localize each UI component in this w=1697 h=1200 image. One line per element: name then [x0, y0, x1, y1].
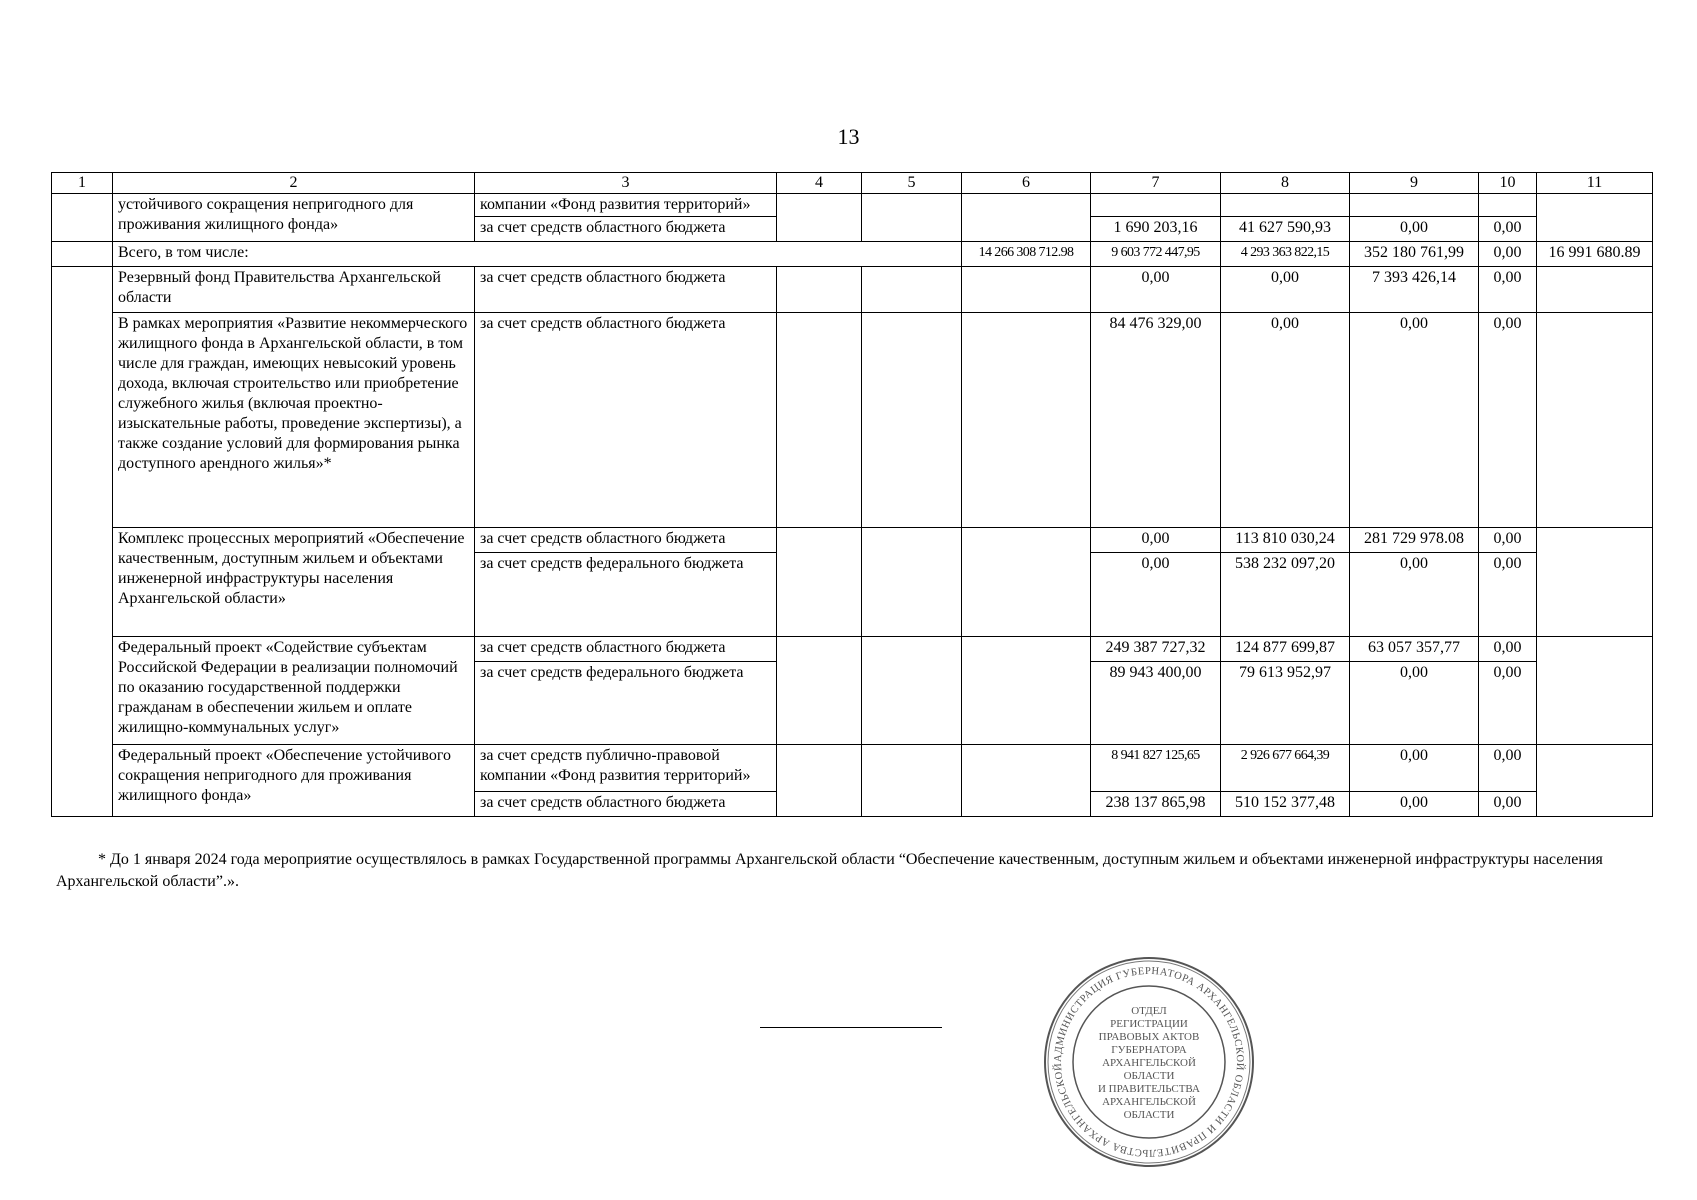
amount-cell: 0,00 — [1479, 267, 1537, 313]
amount-cell: 63 057 357,77 — [1350, 637, 1479, 662]
amount-cell: 0,00 — [1479, 528, 1537, 553]
table-cell — [1350, 194, 1479, 217]
page-number: 13 — [837, 124, 860, 149]
amount-cell: 0,00 — [1350, 217, 1479, 242]
stamp-inner-line: РЕГИСТРАЦИИ — [1110, 1018, 1188, 1030]
program-name-cell: Резервный фонд Правительства Архангельской области — [113, 267, 475, 313]
stamp-inner-line: АРХАНГЕЛЬСКОЙ — [1102, 1057, 1196, 1069]
column-header: 6 — [962, 173, 1091, 194]
table-cell — [1091, 194, 1221, 217]
amount-cell: 41 627 590,93 — [1221, 217, 1350, 242]
amount-cell: 2 926 677 664,39 — [1221, 745, 1350, 792]
table-cell — [1221, 194, 1350, 217]
amount-cell: 238 137 865,98 — [1091, 792, 1221, 817]
table-header-row — [52, 173, 1653, 194]
amount-cell: 8 941 827 125,65 — [1091, 745, 1221, 792]
table-cell — [862, 528, 962, 637]
table-row — [52, 267, 1653, 313]
column-header: 2 — [113, 173, 475, 194]
funding-source-cell: компании «Фонд развития территорий» — [475, 194, 777, 217]
table-cell — [777, 637, 862, 745]
amount-cell: 0,00 — [1350, 662, 1479, 745]
amount-cell: 0,00 — [1479, 637, 1537, 662]
table-row — [52, 528, 1653, 553]
table-cell — [1537, 313, 1653, 528]
amount-cell: 0,00 — [1479, 217, 1537, 242]
amount-cell: 0,00 — [1479, 313, 1537, 528]
amount-cell: 0,00 — [1091, 553, 1221, 637]
amount-cell: 113 810 030,24 — [1221, 528, 1350, 553]
table-cell — [777, 313, 862, 528]
budget-table — [51, 172, 1653, 817]
official-stamp — [1041, 954, 1257, 1170]
table-cell — [52, 242, 113, 267]
amount-cell: 0,00 — [1091, 267, 1221, 313]
stamp-inner-line: ПРАВОВЫХ АКТОВ — [1098, 1031, 1200, 1043]
column-header: 11 — [1537, 173, 1653, 194]
table-row — [52, 745, 1653, 792]
amount-cell: 0,00 — [1479, 242, 1537, 267]
table-cell — [777, 745, 862, 817]
amount-cell: 124 877 699,87 — [1221, 637, 1350, 662]
amount-cell: 7 393 426,14 — [1350, 267, 1479, 313]
table-cell — [1537, 267, 1653, 313]
amount-cell: 0,00 — [1479, 553, 1537, 637]
funding-source-cell: за счет средств областного бюджета — [475, 267, 777, 313]
stamp-inner-line: ОТДЕЛ — [1131, 1005, 1167, 1017]
total-label: Всего, в том числе: — [113, 242, 962, 267]
table-cell — [962, 637, 1091, 745]
table-cell — [1537, 194, 1653, 242]
amount-cell: 538 232 097,20 — [1221, 553, 1350, 637]
table-cell — [962, 528, 1091, 637]
funding-source-cell: за счет средств областного бюджета — [475, 637, 777, 662]
table-cell — [52, 194, 113, 242]
table-cell — [962, 267, 1091, 313]
table-cell — [1537, 528, 1653, 637]
amount-cell: 249 387 727,32 — [1091, 637, 1221, 662]
table-row — [52, 313, 1653, 528]
funding-source-cell: за счет средств областного бюджета — [475, 792, 777, 817]
total-row — [52, 242, 1653, 267]
funding-source-cell: за счет средств федерального бюджета — [475, 553, 777, 637]
program-name-cell: Федеральный проект «Содействие субъектам Российской Федерации в реализации полномочий по оказанию государственной поддержки гражданам в обеспечении жильем и оплате жилищно-коммунальных услуг» — [113, 637, 475, 745]
stamp-graphic — [1041, 954, 1257, 1170]
amount-cell: 0,00 — [1350, 313, 1479, 528]
column-header: 4 — [777, 173, 862, 194]
amount-cell: 16 991 680.89 — [1537, 242, 1653, 267]
stamp-inner-line: ГУБЕРНАТОРА — [1111, 1044, 1187, 1056]
stamp-inner-line: ОБЛАСТИ — [1123, 1070, 1175, 1082]
table-cell — [777, 528, 862, 637]
table-cell — [862, 194, 962, 242]
program-name-cell: В рамках мероприятия «Развитие некоммерческого жилищного фонда в Архангельской области, в том числе для граждан, имеющих невысокий уровень дохода, включая строительство или приобретение служебного жилья (включая проектно-изыскательные работы, проведение экспертизы), а также создание условий для формирования рынка доступного арендного жилья»* — [113, 313, 475, 528]
amount-cell: 0,00 — [1479, 745, 1537, 792]
amount-cell: 1 690 203,16 — [1091, 217, 1221, 242]
table-cell — [962, 313, 1091, 528]
amount-cell: 281 729 978.08 — [1350, 528, 1479, 553]
amount-cell: 0,00 — [1479, 662, 1537, 745]
funding-source-cell: за счет средств областного бюджета — [475, 313, 777, 528]
amount-cell: 0,00 — [1221, 267, 1350, 313]
column-header: 3 — [475, 173, 777, 194]
stamp-inner-line: АРХАНГЕЛЬСКОЙ — [1102, 1096, 1196, 1108]
column-header: 8 — [1221, 173, 1350, 194]
amount-cell: 0,00 — [1091, 528, 1221, 553]
table-cell — [962, 745, 1091, 817]
amount-cell: 9 603 772 447,95 — [1091, 242, 1221, 267]
table-cell — [777, 267, 862, 313]
funding-source-cell: за счет средств областного бюджета — [475, 528, 777, 553]
stamp-inner-line: И ПРАВИТЕЛЬСТВА — [1097, 1083, 1201, 1095]
table-cell — [52, 267, 113, 817]
amount-cell: 79 613 952,97 — [1221, 662, 1350, 745]
column-header: 7 — [1091, 173, 1221, 194]
stamp-ring-text: АДМИНИСТРАЦИЯ ГУБЕРНАТОРА АРХАНГЕЛЬСКОЙ ОБЛАСТИ И ПРАВИТЕЛЬСТВА АРХАНГЕЛЬСКОЙ — [1052, 965, 1246, 1159]
column-header: 10 — [1479, 173, 1537, 194]
table-cell — [962, 194, 1091, 242]
funding-source-cell: за счет средств публично-правовой компании «Фонд развития территорий» — [475, 745, 777, 792]
funding-source-cell: за счет средств областного бюджета — [475, 217, 777, 242]
amount-cell: 89 943 400,00 — [1091, 662, 1221, 745]
amount-cell: 0,00 — [1479, 792, 1537, 817]
table-cell — [862, 267, 962, 313]
funding-source-cell: за счет средств федерального бюджета — [475, 662, 777, 745]
table-cell — [1537, 637, 1653, 745]
program-name-cell: Федеральный проект «Обеспечение устойчивого сокращения непригодного для проживания жилищного фонда» — [113, 745, 475, 817]
amount-cell: 4 293 363 822,15 — [1221, 242, 1350, 267]
amount-cell: 0,00 — [1350, 553, 1479, 637]
amount-cell: 84 476 329,00 — [1091, 313, 1221, 528]
signature-line — [760, 1027, 942, 1028]
table-cell — [862, 745, 962, 817]
column-header: 5 — [862, 173, 962, 194]
amount-cell: 0,00 — [1350, 745, 1479, 792]
column-header: 9 — [1350, 173, 1479, 194]
table-cell — [777, 194, 862, 242]
program-name-cell: устойчивого сокращения непригодного для проживания жилищного фонда» — [113, 194, 475, 242]
amount-cell: 0,00 — [1221, 313, 1350, 528]
table-cell — [1537, 745, 1653, 817]
stamp-inner-line: ОБЛАСТИ — [1123, 1109, 1175, 1121]
amount-cell: 0,00 — [1350, 792, 1479, 817]
amount-cell: 352 180 761,99 — [1350, 242, 1479, 267]
amount-cell: 14 266 308 712.98 — [962, 242, 1091, 267]
program-name-cell: Комплекс процессных мероприятий «Обеспечение качественным, доступным жильем и объектами инженерной инфраструктуры населения Архангельской области» — [113, 528, 475, 637]
table-cell — [862, 313, 962, 528]
column-header: 1 — [52, 173, 113, 194]
table-row — [52, 194, 1653, 217]
amount-cell: 510 152 377,48 — [1221, 792, 1350, 817]
table-cell — [862, 637, 962, 745]
footnote: * До 1 января 2024 года мероприятие осуществлялось в рамках Государственной программы Архангельской области “Обеспечение качественным, доступным жильем и объектами инженерной инфраструктуры населения Архангельской области”.». — [56, 851, 1603, 890]
table-row — [52, 637, 1653, 662]
table-cell — [1479, 194, 1537, 217]
